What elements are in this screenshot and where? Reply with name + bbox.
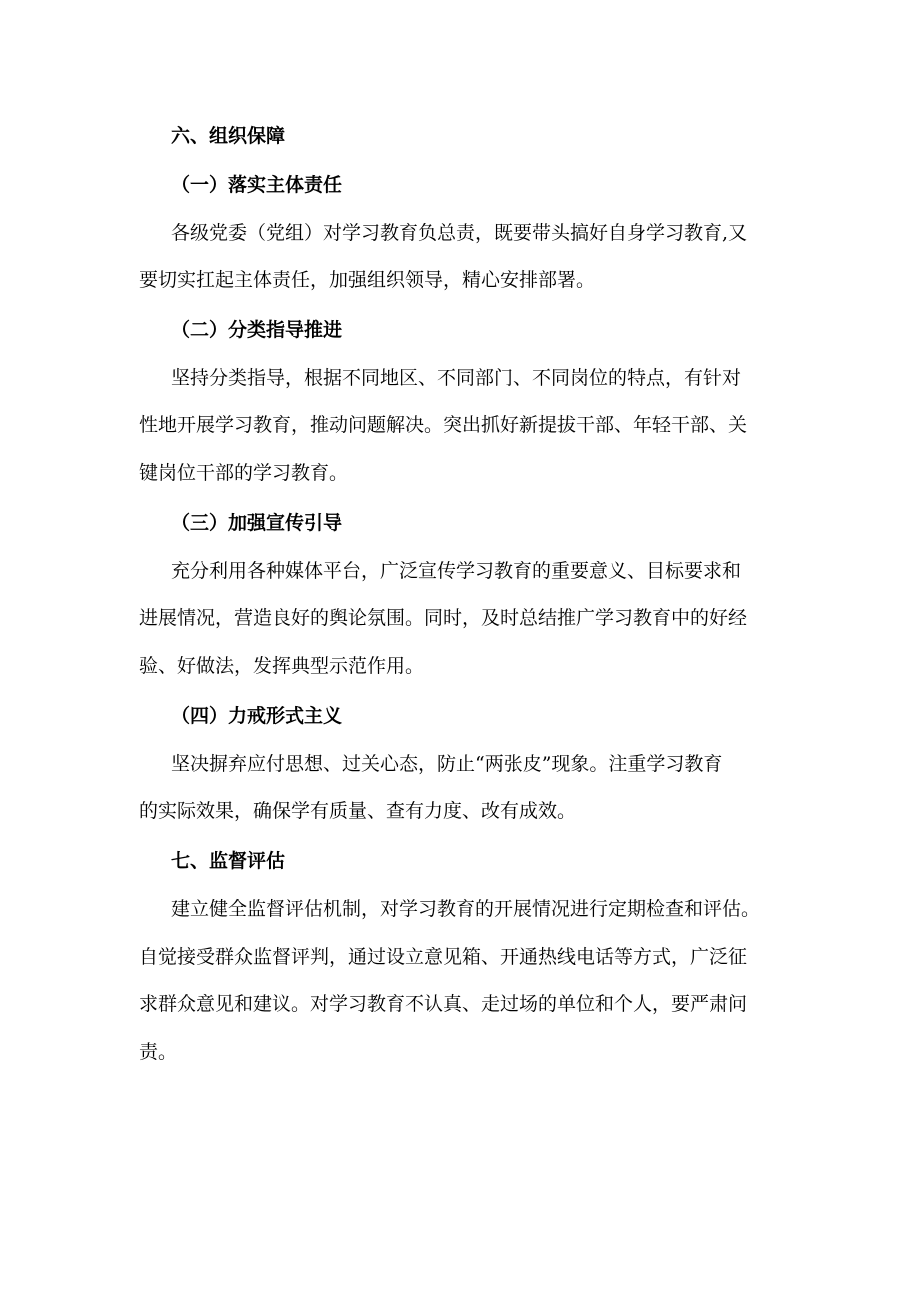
section-heading-6: 六、组织保障 xyxy=(171,125,286,147)
paragraph-line: 自觉接受群众监督评判，通过设立意见箱、开通热线电话等方式，广泛征 xyxy=(139,946,748,968)
paragraph-line: 要切实扛起主体责任，加强组织领导，精心安排部署。 xyxy=(139,269,596,291)
paragraph-line: 验、好做法，发挥典型示范作用。 xyxy=(139,655,425,677)
paragraph-line: 充分利用各种媒体平台，广泛宣传学习教育的重要意义、目标要求和 xyxy=(171,560,742,582)
paragraph-line: 坚持分类指导，根据不同地区、不同部门、不同岗位的特点，有针对 xyxy=(171,367,742,389)
paragraph-line: 进展情况，营造良好的舆论氛围。同时，及时总结推广学习教育中的好经 xyxy=(139,607,748,629)
paragraph-line: 键岗位干部的学习教育。 xyxy=(139,462,349,484)
section-heading-7: 七、监督评估 xyxy=(171,850,286,872)
subsection-heading-1: （一）落实主体责任 xyxy=(171,174,343,196)
paragraph-line: 的实际效果，确保学有质量、查有力度、改有成效。 xyxy=(139,800,577,822)
paragraph-line: 责。 xyxy=(139,1041,178,1063)
paragraph-line: 各级党委（党组）对学习教育负总责，既要带头搞好自身学习教育,又 xyxy=(171,222,748,244)
subsection-heading-3: （三）加强宣传引导 xyxy=(171,512,343,534)
paragraph-line: 坚决摒弃应付思想、过关心态，防止“两张皮”现象。注重学习教育 xyxy=(171,753,723,775)
subsection-heading-4: （四）力戒形式主义 xyxy=(171,705,343,727)
paragraph-line: 性地开展学习教育，推动问题解决。突出抓好新提拔干部、年轻干部、关 xyxy=(139,414,748,436)
paragraph-line: 建立健全监督评估机制，对学习教育的开展情况进行定期检查和评估。 xyxy=(171,898,761,920)
subsection-heading-2: （二）分类指导推进 xyxy=(171,319,343,341)
paragraph-line: 求群众意见和建议。对学习教育不认真、走过场的单位和个人，要严肃问 xyxy=(139,993,748,1015)
